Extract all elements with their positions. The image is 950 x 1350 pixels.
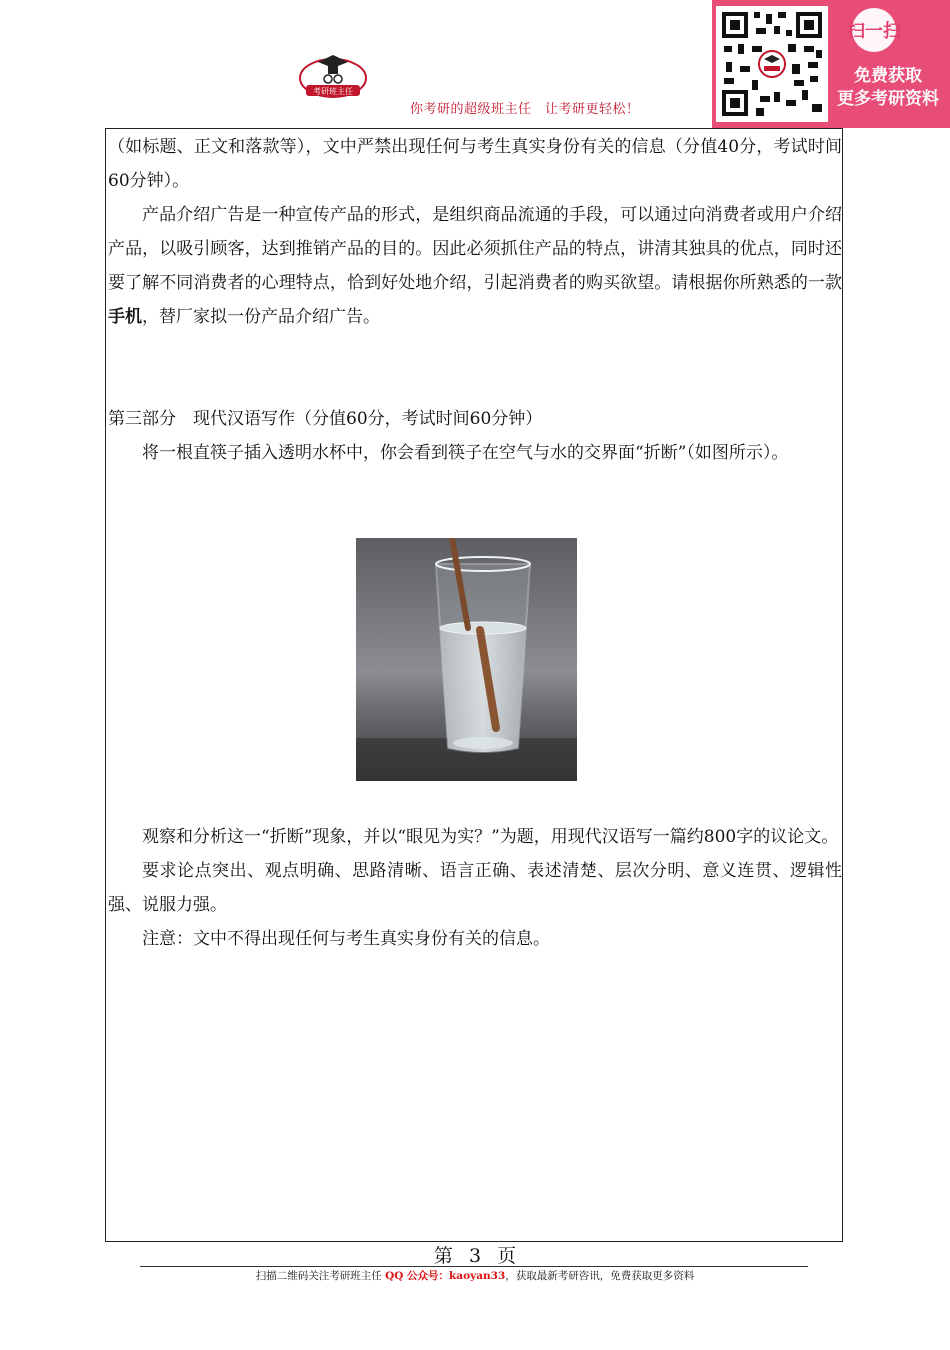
promo-line3: 更多考研资料 <box>837 89 939 109</box>
section3-note: 注意：文中不得出现任何与考生真实身份有关的信息。 <box>142 929 550 949</box>
footer-qq-account[interactable]: QQ 公众号：kaoyan33 <box>385 1270 506 1282</box>
footer-divider <box>140 1266 808 1267</box>
footer-text <box>0 1268 950 1284</box>
logo-text: 考研班主任 <box>313 87 353 96</box>
section3-requirements: 要求论点突出、观点明确、思路清晰、语言正确、表述清楚、层次分明、意义连贯、逻辑性强、说服力强。 <box>108 861 842 915</box>
para2-bold: 手机 <box>108 307 142 327</box>
page-number: 第 3 页 <box>433 1245 517 1267</box>
promo-line1: 扫一扫 <box>847 21 901 42</box>
section3-intro: 将一根直筷子插入透明水杯中，你会看到筷子在空气与水的交界面“折断”（如图所示）。 <box>142 443 789 463</box>
section2-para1: （如标题、正文和落款等），文中严禁出现任何与考生真实身份有关的信息（分值40分，考试时间60分钟）。 <box>108 137 842 191</box>
footer-text-before: 扫描二维码关注考研班主任 <box>255 1270 386 1282</box>
section2-para2 <box>108 198 842 334</box>
section3-heading: 第三部分 现代汉语写作（分值60分，考试时间60分钟） <box>108 409 543 429</box>
promo-banner[interactable] <box>712 0 950 128</box>
chopstick-glass-photo <box>356 538 577 781</box>
para2-text: 产品介绍广告是一种宣传产品的形式，是组织商品流通的手段，可以通过向消费者或用户介绍产品，以吸引顾客，达到推销产品的目的。因此必须抓住产品的特点，讲清其独具的优点，同时还要了解不同消费者的心理特点，恰到好处地介绍，引起消费者的购买欲望。请根据你所熟悉的一款 <box>108 205 842 293</box>
para2-end: ，替厂家拟一份产品介绍广告。 <box>142 307 380 327</box>
content-lower <box>108 820 842 956</box>
content-upper <box>108 130 842 470</box>
header-slogan: 你考研的超级班主任 让考研更轻松！ <box>410 102 640 117</box>
promo-line2: 免费获取 <box>854 66 922 86</box>
section3-task: 观察和分析这一“折断”现象，并以“眼见为实？”为题，用现代汉语写一篇约800字的议论文。 <box>142 827 839 847</box>
footer-text-after: ，获取最新考研咨讯，免费获取更多资料 <box>505 1270 695 1282</box>
kaoyan-logo <box>298 52 368 98</box>
